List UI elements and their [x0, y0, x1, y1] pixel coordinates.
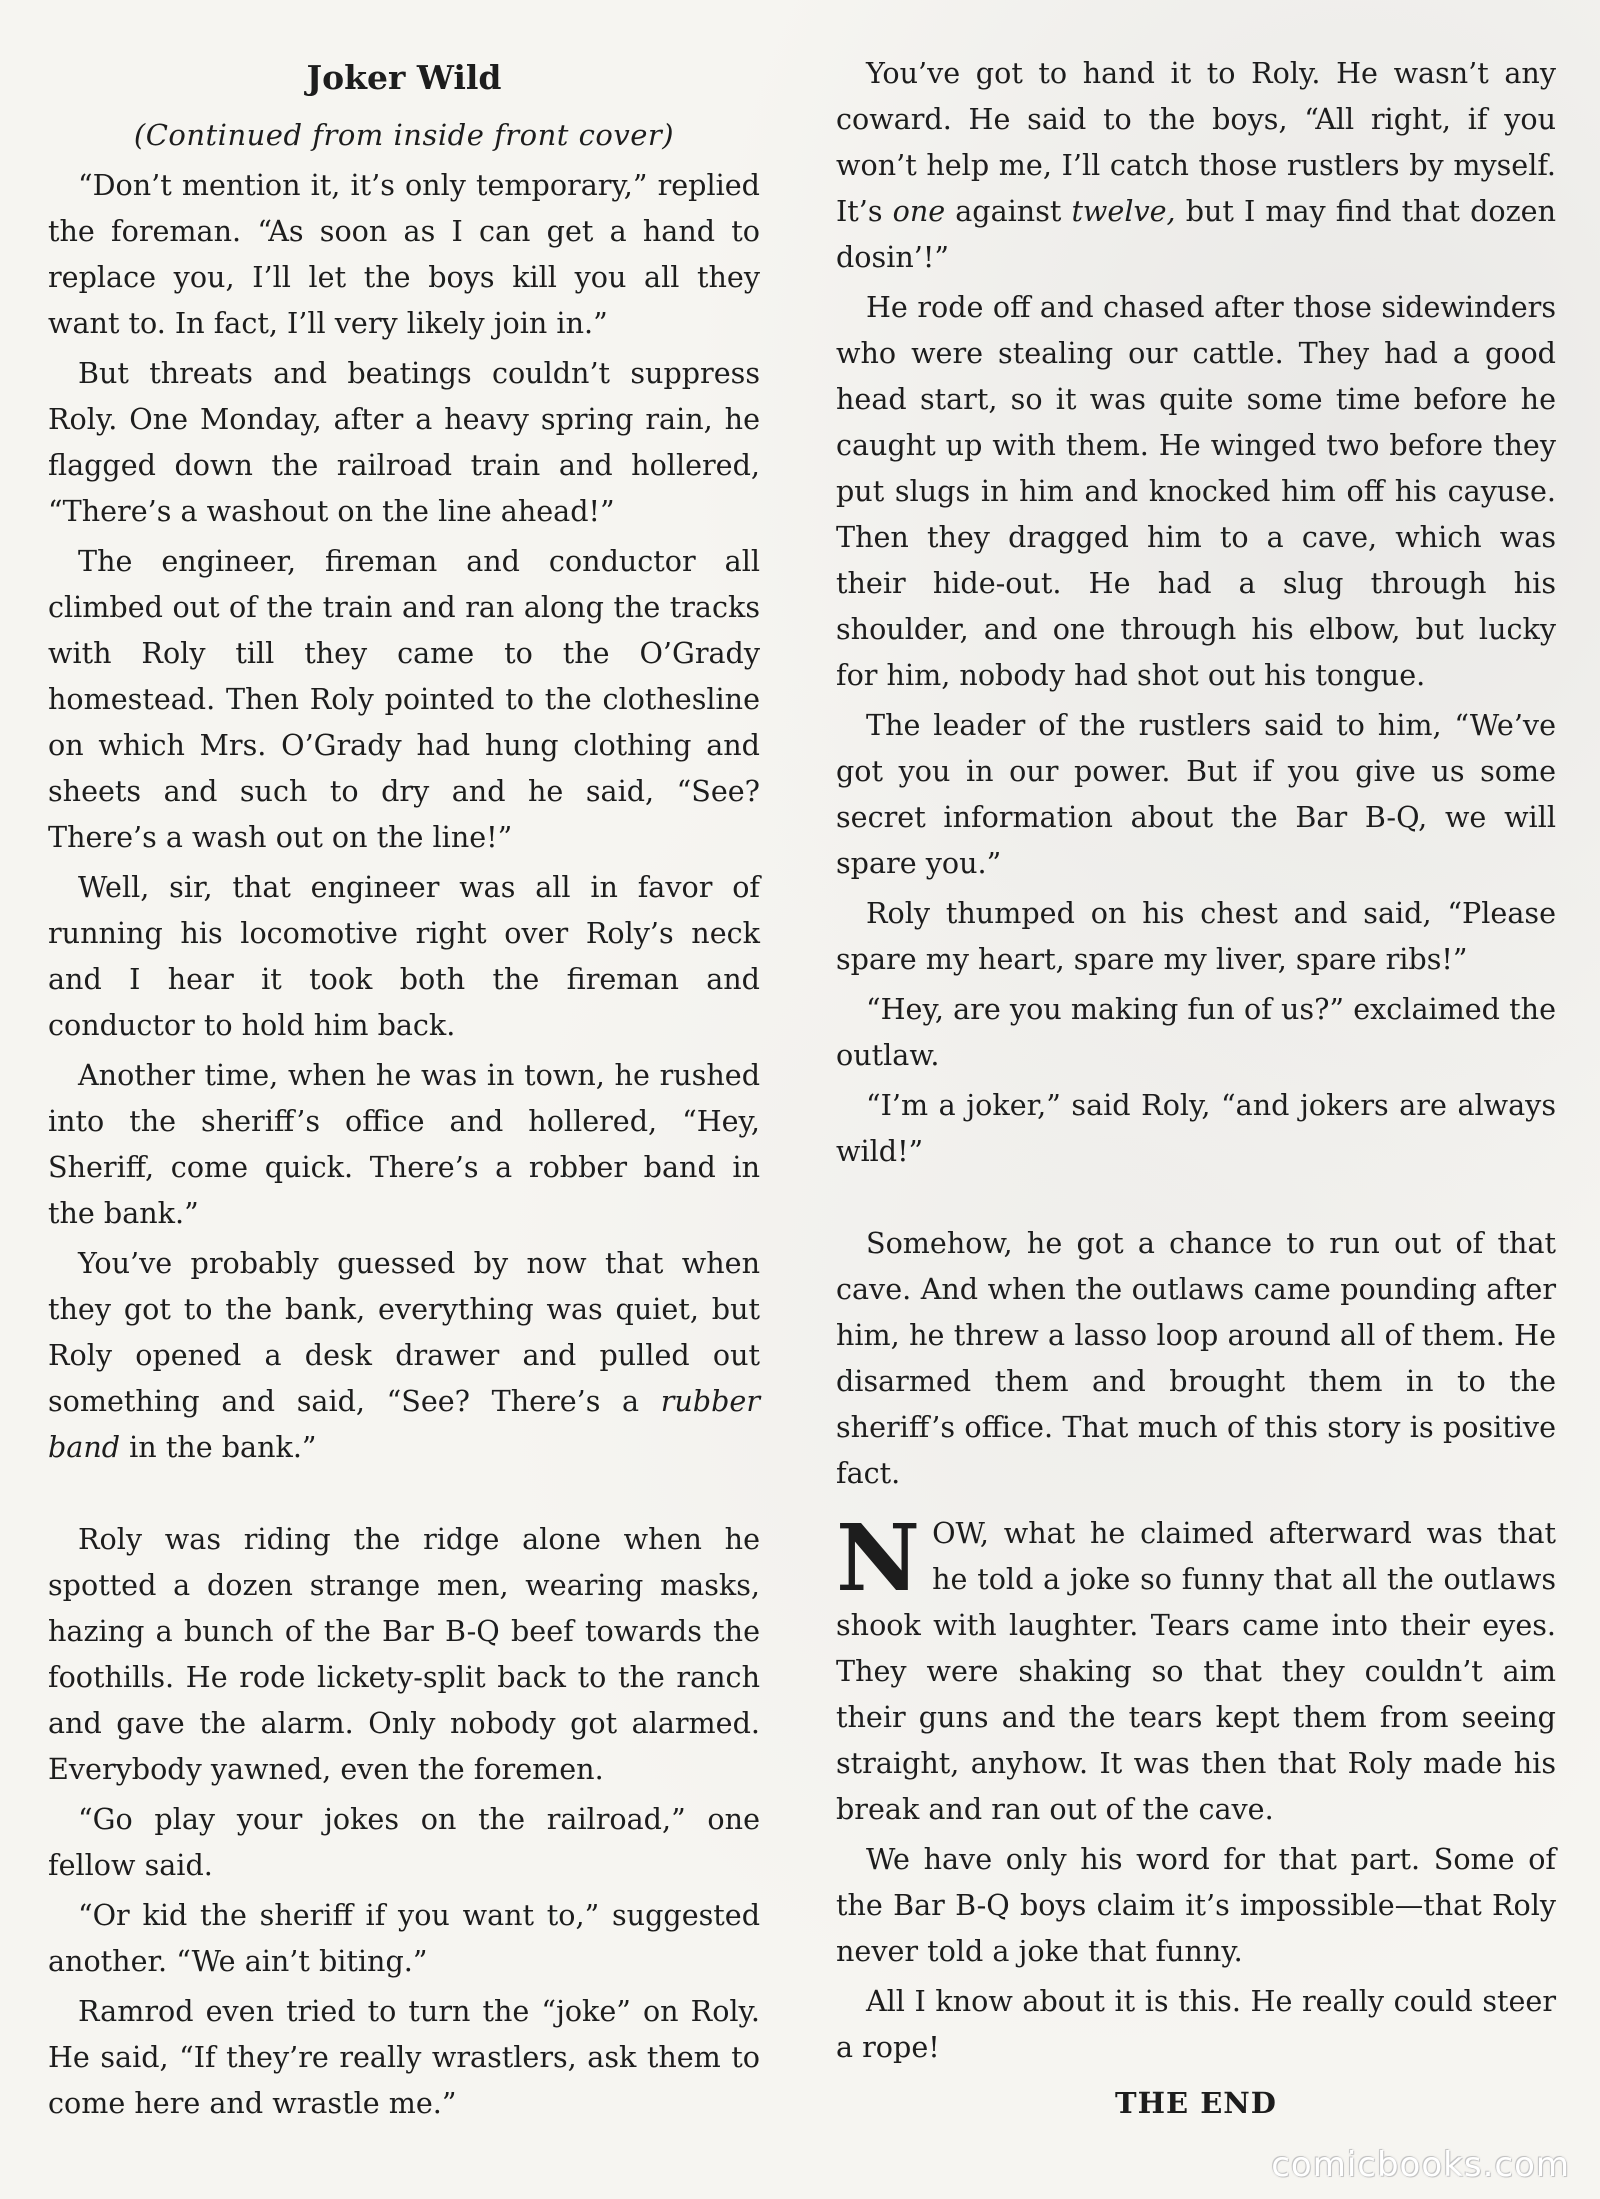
italic-phrase: rubber band [48, 1384, 760, 1464]
paragraph: “Or kid the sheriff if you want to,” suggested another. “We ain’t biting.” [48, 1898, 760, 1978]
paragraph: Somehow, he got a chance to run out of that cave. And when the outlaws came pounding after him, he threw a lasso loop around all of them. He disarmed them and brought them in to the sheriff’s office. That much of this story is positive fact. [836, 1226, 1556, 1490]
left-column [48, 50, 760, 2130]
paragraph: But threats and beatings couldn’t suppress Roly. One Monday, after a heavy spring rain, he flagged down the railroad train and hollered, “There’s a washout on the line ahead!” [48, 356, 760, 528]
paragraph: Roly was riding the ridge alone when he spotted a dozen strange men, wearing masks, hazing a bunch of the Bar B-Q beef towards the foothills. He rode lickety-split back to the ranch and gave the alarm. Only nobody got alarmed. Everybody yawned, even the foremen. [48, 1522, 760, 1786]
story-title: Joker Wild [306, 58, 502, 97]
paragraph-text: in the bank.” [120, 1430, 317, 1464]
right-column [836, 50, 1556, 2126]
paragraph: The leader of the rustlers said to him, “We’ve got you in our power. But if you give us some secret information about the Bar B-Q, we will spare you.” [836, 708, 1556, 880]
paragraph: Well, sir, that engineer was all in favor of running his locomotive right over Roly’s neck and I hear it took both the fireman and conductor to hold him back. [48, 870, 760, 1042]
story-subtitle: (Continued from inside front cover) [133, 118, 675, 152]
paragraph: All I know about it is this. He really could steer a rope! [836, 1984, 1556, 2064]
paragraph: “Go play your jokes on the railroad,” one fellow said. [48, 1802, 760, 1882]
paragraph [48, 1240, 760, 1470]
paragraph-text: OW, what he claimed afterward was that he told a joke so funny that all the outlaws shook with laughter. Tears came into their eyes. They were shaking so that they couldn’t aim their guns and the tears kept them from seeing straight, anyhow. It was then that Roly made his break and ran out of the cave. [836, 1516, 1556, 1826]
section-gap [836, 1500, 1556, 1510]
paragraph: “I’m a joker,” said Roly, “and jokers are always wild!” [836, 1088, 1556, 1168]
paragraph-dropcap [836, 1504, 1556, 1832]
paragraph: He rode off and chased after those sidewinders who were stealing our cattle. They had a good head start, so it was quite some time before he caught up with them. He winged two before they put slugs in him and knocked him off his cayuse. Then they dragged him to a cave, which was their hide-out. He had a slug through his shoulder, and one through his elbow, but lucky for him, nobody had shot out his tongue. [836, 290, 1556, 692]
paragraph-text: You’ve got to hand it to Roly. He wasn’t any coward. He said to the boys, “All right, if you won’t help me, I’ll catch those rustlers by myself. It’s [836, 56, 1556, 228]
watermark: comicbooks.com [1271, 2145, 1570, 2185]
paragraph: “Hey, are you making fun of us?” exclaimed the outlaw. [836, 992, 1556, 1072]
paragraph: Roly thumped on his chest and said, “Please spare my heart, spare my liver, spare ribs!” [836, 896, 1556, 976]
paragraph: Ramrod even tried to turn the “joke” on Roly. He said, “If they’re really wrastlers, ask them to come here and wrastle me.” [48, 1994, 760, 2120]
paragraph: “Don’t mention it, it’s only temporary,” replied the foreman. “As soon as I can get a hand to replace you, I’ll let the boys kill you all they want to. In fact, I’ll very likely join in.” [48, 168, 760, 340]
italic-word: one [892, 194, 946, 228]
paragraph-text: but I may find that dozen dosin’!” [836, 194, 1556, 274]
paragraph [836, 50, 1556, 280]
paragraph-text: against [945, 194, 1072, 228]
paragraph: We have only his word for that part. Some of the Bar B-Q boys claim it’s impossible—that Roly never told a joke that funny. [836, 1842, 1556, 1968]
paragraph: The engineer, fireman and conductor all climbed out of the train and ran along the tracks with Roly till they came to the O’Grady homestead. Then Roly pointed to the clothesline on which Mrs. O’Grady had hung clothing and sheets and such to dry and he said, “See? There’s a wash out on the line!” [48, 544, 760, 854]
drop-cap: N [836, 1504, 921, 1612]
italic-word: twelve, [1071, 194, 1176, 228]
paragraph: Another time, when he was in town, he rushed into the sheriff’s office and hollered, “Hey, Sheriff, come quick. There’s a robber band in the bank.” [48, 1058, 760, 1230]
section-gap [836, 1178, 1556, 1220]
section-gap [48, 1474, 760, 1516]
the-end: THE END [1115, 2086, 1277, 2120]
paragraph-text: You’ve probably guessed by now that when they got to the bank, everything was quiet, but Roly opened a desk drawer and pulled out something and said, “See? There’s a [48, 1246, 760, 1418]
